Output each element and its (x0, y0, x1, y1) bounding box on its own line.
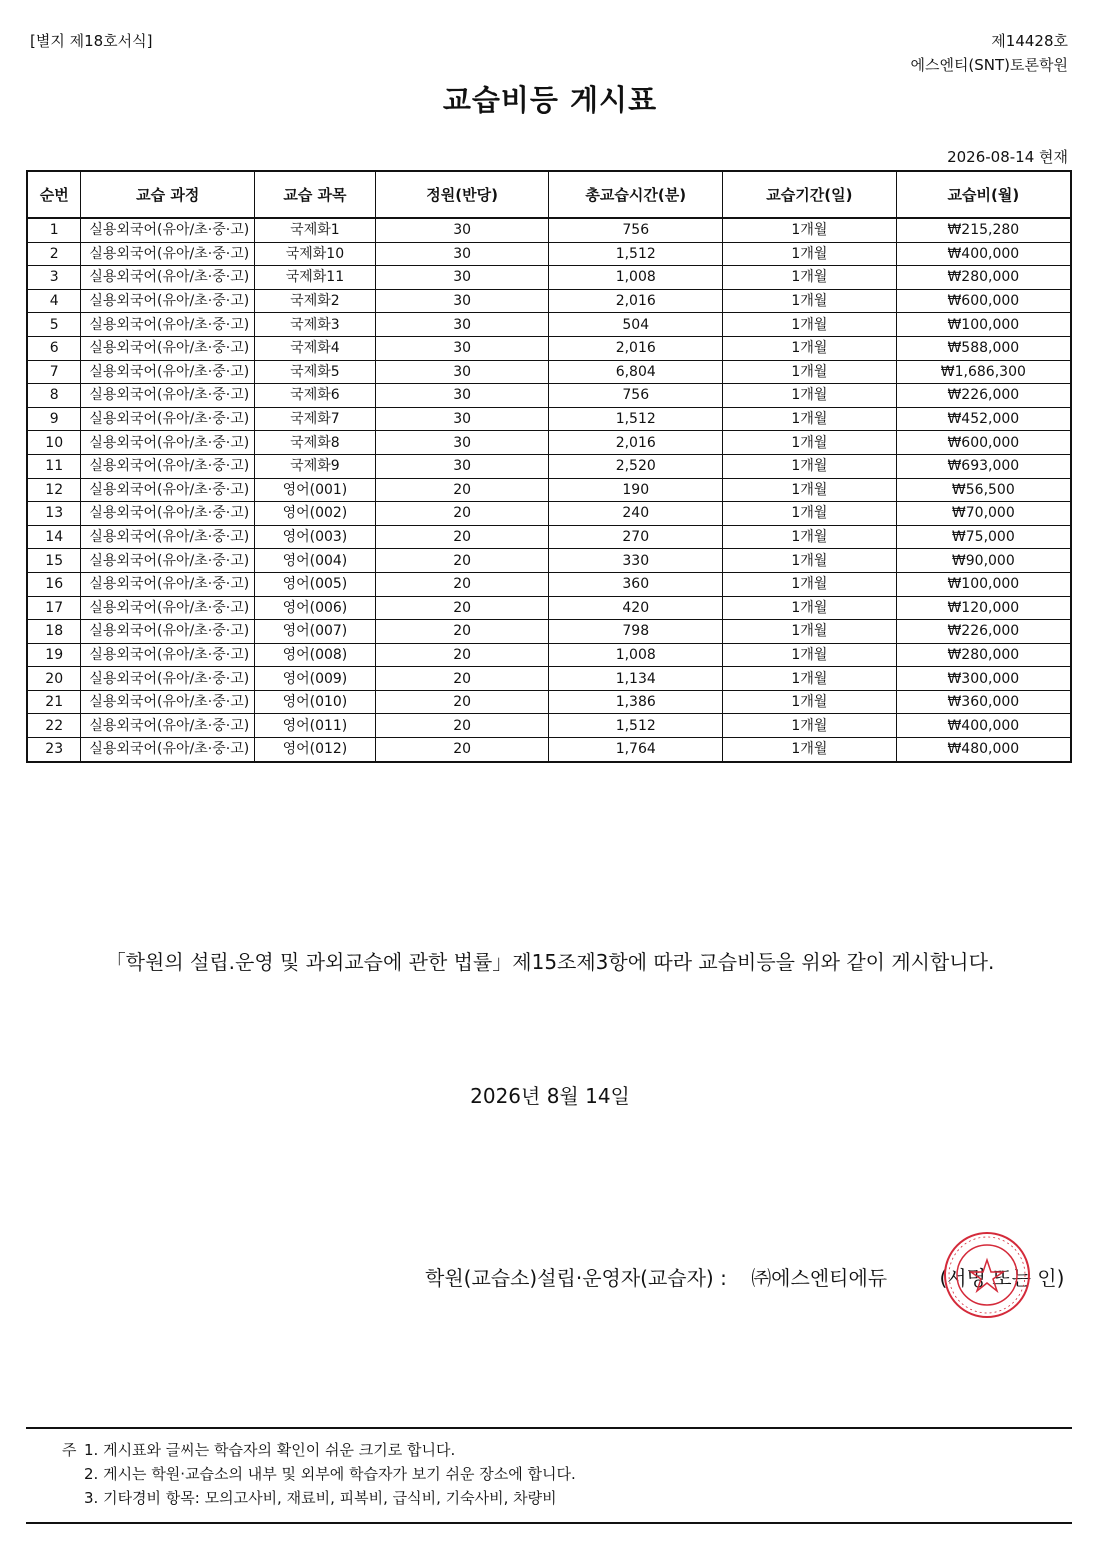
capacity-cell: 20 (375, 525, 549, 549)
total-minutes-cell: 756 (549, 384, 723, 408)
table-header-row (27, 171, 1071, 218)
table-row (27, 360, 1071, 384)
total-minutes-cell: 1,008 (549, 643, 723, 667)
fee-cell: ₩75,000 (896, 525, 1071, 549)
footnote-bottom-rule (26, 1522, 1072, 1524)
row-number: 6 (27, 336, 81, 360)
fee-cell: ₩226,000 (896, 384, 1071, 408)
table-row (27, 407, 1071, 431)
capacity-cell: 20 (375, 549, 549, 573)
table-row (27, 336, 1071, 360)
course-cell: 실용외국어(유아/초·중·고) (81, 478, 255, 502)
operator-label: 학원(교습소)설립·운영자(교습자) : (425, 1266, 727, 1290)
fee-cell: ₩600,000 (896, 289, 1071, 313)
capacity-cell: 30 (375, 266, 549, 290)
capacity-cell: 30 (375, 218, 549, 242)
total-minutes-cell: 190 (549, 478, 723, 502)
footnote-item (62, 1486, 576, 1510)
subject-cell: 영어(008) (255, 643, 376, 667)
capacity-cell: 20 (375, 738, 549, 762)
footnote-head: 주 (62, 1441, 77, 1459)
course-cell: 실용외국어(유아/초·중·고) (81, 313, 255, 337)
subject-cell: 영어(002) (255, 502, 376, 526)
fee-cell: ₩1,686,300 (896, 360, 1071, 384)
capacity-cell: 30 (375, 407, 549, 431)
period-cell: 1개월 (723, 667, 897, 691)
period-cell: 1개월 (723, 407, 897, 431)
capacity-cell: 30 (375, 454, 549, 478)
row-number: 16 (27, 572, 81, 596)
table-row (27, 218, 1071, 242)
row-number: 21 (27, 690, 81, 714)
total-minutes-cell: 2,016 (549, 431, 723, 455)
course-cell: 실용외국어(유아/초·중·고) (81, 360, 255, 384)
fee-cell: ₩300,000 (896, 667, 1071, 691)
table-row (27, 643, 1071, 667)
course-cell: 실용외국어(유아/초·중·고) (81, 643, 255, 667)
form-number: [별지 제18호서식] (30, 32, 153, 50)
total-minutes-cell: 2,016 (549, 289, 723, 313)
period-cell: 1개월 (723, 242, 897, 266)
capacity-cell: 20 (375, 690, 549, 714)
footnotes (62, 1438, 576, 1510)
period-cell: 1개월 (723, 572, 897, 596)
subject-cell: 영어(009) (255, 667, 376, 691)
company-seal-stamp (942, 1230, 1032, 1320)
total-minutes-cell: 420 (549, 596, 723, 620)
total-minutes-cell: 240 (549, 502, 723, 526)
total-minutes-cell: 2,016 (549, 336, 723, 360)
row-number: 23 (27, 738, 81, 762)
period-cell: 1개월 (723, 266, 897, 290)
table-row (27, 266, 1071, 290)
course-cell: 실용외국어(유아/초·중·고) (81, 336, 255, 360)
course-cell: 실용외국어(유아/초·중·고) (81, 384, 255, 408)
capacity-cell: 20 (375, 572, 549, 596)
subject-cell: 국제화2 (255, 289, 376, 313)
capacity-cell: 20 (375, 667, 549, 691)
capacity-cell: 20 (375, 714, 549, 738)
row-number: 3 (27, 266, 81, 290)
total-minutes-cell: 270 (549, 525, 723, 549)
row-number: 11 (27, 454, 81, 478)
table-row (27, 667, 1071, 691)
fee-cell: ₩120,000 (896, 596, 1071, 620)
course-cell: 실용외국어(유아/초·중·고) (81, 525, 255, 549)
total-minutes-cell: 1,512 (549, 242, 723, 266)
total-minutes-cell: 798 (549, 620, 723, 644)
footnote-item (62, 1462, 576, 1486)
period-cell: 1개월 (723, 596, 897, 620)
column-header: 교습 과정 (81, 171, 255, 218)
row-number: 20 (27, 667, 81, 691)
column-header: 교습기간(일) (723, 171, 897, 218)
subject-cell: 영어(001) (255, 478, 376, 502)
capacity-cell: 30 (375, 336, 549, 360)
subject-cell: 영어(004) (255, 549, 376, 573)
course-cell: 실용외국어(유아/초·중·고) (81, 620, 255, 644)
table-row (27, 525, 1071, 549)
footnote-head (62, 1462, 84, 1486)
period-cell: 1개월 (723, 384, 897, 408)
capacity-cell: 20 (375, 502, 549, 526)
row-number: 13 (27, 502, 81, 526)
table-row (27, 431, 1071, 455)
period-cell: 1개월 (723, 549, 897, 573)
subject-cell: 영어(006) (255, 596, 376, 620)
capacity-cell: 30 (375, 360, 549, 384)
footnote-top-rule (26, 1427, 1072, 1429)
course-cell: 실용외국어(유아/초·중·고) (81, 690, 255, 714)
column-header: 순번 (27, 171, 81, 218)
subject-cell: 국제화6 (255, 384, 376, 408)
table-row (27, 690, 1071, 714)
course-cell: 실용외국어(유아/초·중·고) (81, 502, 255, 526)
total-minutes-cell: 360 (549, 572, 723, 596)
footnote-item (62, 1438, 576, 1462)
fee-cell: ₩70,000 (896, 502, 1071, 526)
course-cell: 실용외국어(유아/초·중·고) (81, 549, 255, 573)
table-row (27, 242, 1071, 266)
total-minutes-cell: 1,512 (549, 407, 723, 431)
subject-cell: 영어(012) (255, 738, 376, 762)
table-row (27, 454, 1071, 478)
seal-placeholder-text: (서명 또는 인) (939, 1266, 1065, 1290)
total-minutes-cell: 1,134 (549, 667, 723, 691)
capacity-cell: 20 (375, 620, 549, 644)
period-cell: 1개월 (723, 218, 897, 242)
capacity-cell: 30 (375, 431, 549, 455)
capacity-cell: 20 (375, 596, 549, 620)
course-cell: 실용외국어(유아/초·중·고) (81, 218, 255, 242)
fee-cell: ₩280,000 (896, 266, 1071, 290)
fee-cell: ₩90,000 (896, 549, 1071, 573)
total-minutes-cell: 1,764 (549, 738, 723, 762)
fee-cell: ₩215,280 (896, 218, 1071, 242)
table-row (27, 549, 1071, 573)
fee-cell: ₩56,500 (896, 478, 1071, 502)
course-cell: 실용외국어(유아/초·중·고) (81, 407, 255, 431)
fee-cell: ₩693,000 (896, 454, 1071, 478)
subject-cell: 국제화5 (255, 360, 376, 384)
fee-cell: ₩600,000 (896, 431, 1071, 455)
fee-cell: ₩588,000 (896, 336, 1071, 360)
row-number: 4 (27, 289, 81, 313)
capacity-cell: 30 (375, 289, 549, 313)
fee-cell: ₩400,000 (896, 714, 1071, 738)
table-row (27, 596, 1071, 620)
footnote-text: 2. 게시는 학원·교습소의 내부 및 외부에 학습자가 보기 쉬운 장소에 합니다. (84, 1465, 576, 1483)
page-title: 교습비등 게시표 (442, 83, 658, 117)
table-row (27, 714, 1071, 738)
subject-cell: 국제화3 (255, 313, 376, 337)
table-row (27, 738, 1071, 762)
course-cell: 실용외국어(유아/초·중·고) (81, 667, 255, 691)
period-cell: 1개월 (723, 643, 897, 667)
subject-cell: 영어(003) (255, 525, 376, 549)
table-row (27, 313, 1071, 337)
capacity-cell: 20 (375, 478, 549, 502)
column-header: 교습 과목 (255, 171, 376, 218)
course-cell: 실용외국어(유아/초·중·고) (81, 596, 255, 620)
row-number: 14 (27, 525, 81, 549)
total-minutes-cell: 1,008 (549, 266, 723, 290)
table-row (27, 384, 1071, 408)
row-number: 17 (27, 596, 81, 620)
fee-table (26, 170, 1072, 763)
total-minutes-cell: 330 (549, 549, 723, 573)
period-cell: 1개월 (723, 336, 897, 360)
fee-cell: ₩100,000 (896, 313, 1071, 337)
course-cell: 실용외국어(유아/초·중·고) (81, 714, 255, 738)
period-cell: 1개월 (723, 714, 897, 738)
course-cell: 실용외국어(유아/초·중·고) (81, 454, 255, 478)
capacity-cell: 20 (375, 643, 549, 667)
subject-cell: 영어(005) (255, 572, 376, 596)
subject-cell: 국제화11 (255, 266, 376, 290)
row-number: 9 (27, 407, 81, 431)
period-cell: 1개월 (723, 620, 897, 644)
period-cell: 1개월 (723, 738, 897, 762)
total-minutes-cell: 2,520 (549, 454, 723, 478)
course-cell: 실용외국어(유아/초·중·고) (81, 289, 255, 313)
fee-cell: ₩226,000 (896, 620, 1071, 644)
academy-name: 에스엔티(SNT)토론학원 (910, 56, 1068, 74)
period-cell: 1개월 (723, 525, 897, 549)
period-cell: 1개월 (723, 502, 897, 526)
fee-cell: ₩360,000 (896, 690, 1071, 714)
footnote-text: 1. 게시표와 글씨는 학습자의 확인이 쉬운 크기로 합니다. (84, 1441, 456, 1459)
fee-cell: ₩480,000 (896, 738, 1071, 762)
period-cell: 1개월 (723, 289, 897, 313)
row-number: 8 (27, 384, 81, 408)
subject-cell: 영어(007) (255, 620, 376, 644)
document-number: 제14428호 (991, 32, 1068, 50)
course-cell: 실용외국어(유아/초·중·고) (81, 242, 255, 266)
column-header: 총교습시간(분) (549, 171, 723, 218)
total-minutes-cell: 1,512 (549, 714, 723, 738)
capacity-cell: 30 (375, 384, 549, 408)
as-of-date: 2026-08-14 현재 (947, 148, 1068, 166)
row-number: 22 (27, 714, 81, 738)
course-cell: 실용외국어(유아/초·중·고) (81, 266, 255, 290)
period-cell: 1개월 (723, 313, 897, 337)
subject-cell: 국제화7 (255, 407, 376, 431)
fee-cell: ₩400,000 (896, 242, 1071, 266)
table-row (27, 289, 1071, 313)
row-number: 19 (27, 643, 81, 667)
column-header: 교습비(월) (896, 171, 1071, 218)
period-cell: 1개월 (723, 454, 897, 478)
course-cell: 실용외국어(유아/초·중·고) (81, 431, 255, 455)
posting-date: 2026년 8월 14일 (470, 1084, 630, 1108)
subject-cell: 국제화1 (255, 218, 376, 242)
capacity-cell: 30 (375, 313, 549, 337)
row-number: 10 (27, 431, 81, 455)
row-number: 18 (27, 620, 81, 644)
period-cell: 1개월 (723, 431, 897, 455)
subject-cell: 영어(010) (255, 690, 376, 714)
capacity-cell: 30 (375, 242, 549, 266)
total-minutes-cell: 756 (549, 218, 723, 242)
row-number: 12 (27, 478, 81, 502)
course-cell: 실용외국어(유아/초·중·고) (81, 572, 255, 596)
table-body (27, 218, 1071, 762)
course-cell: 실용외국어(유아/초·중·고) (81, 738, 255, 762)
fee-cell: ₩280,000 (896, 643, 1071, 667)
column-header: 정원(반당) (375, 171, 549, 218)
period-cell: 1개월 (723, 478, 897, 502)
table-row (27, 620, 1071, 644)
subject-cell: 영어(011) (255, 714, 376, 738)
table-row (27, 502, 1071, 526)
total-minutes-cell: 504 (549, 313, 723, 337)
row-number: 1 (27, 218, 81, 242)
fee-cell: ₩452,000 (896, 407, 1071, 431)
footnote-head (62, 1486, 84, 1510)
subject-cell: 국제화4 (255, 336, 376, 360)
subject-cell: 국제화10 (255, 242, 376, 266)
footnote-text: 3. 기타경비 항목: 모의고사비, 재료비, 피복비, 급식비, 기숙사비, 차량비 (84, 1489, 557, 1507)
period-cell: 1개월 (723, 360, 897, 384)
total-minutes-cell: 6,804 (549, 360, 723, 384)
table-row (27, 478, 1071, 502)
fee-cell: ₩100,000 (896, 572, 1071, 596)
total-minutes-cell: 1,386 (549, 690, 723, 714)
subject-cell: 국제화8 (255, 431, 376, 455)
subject-cell: 국제화9 (255, 454, 376, 478)
row-number: 2 (27, 242, 81, 266)
row-number: 15 (27, 549, 81, 573)
row-number: 5 (27, 313, 81, 337)
period-cell: 1개월 (723, 690, 897, 714)
company-name: ㈜에스엔티에듀 (751, 1266, 888, 1290)
legal-notice: 「학원의 설립.운영 및 과외교습에 관한 법률」제15조제3항에 따라 교습비등을 위와 같이 게시합니다. (105, 950, 995, 974)
row-number: 7 (27, 360, 81, 384)
table-row (27, 572, 1071, 596)
